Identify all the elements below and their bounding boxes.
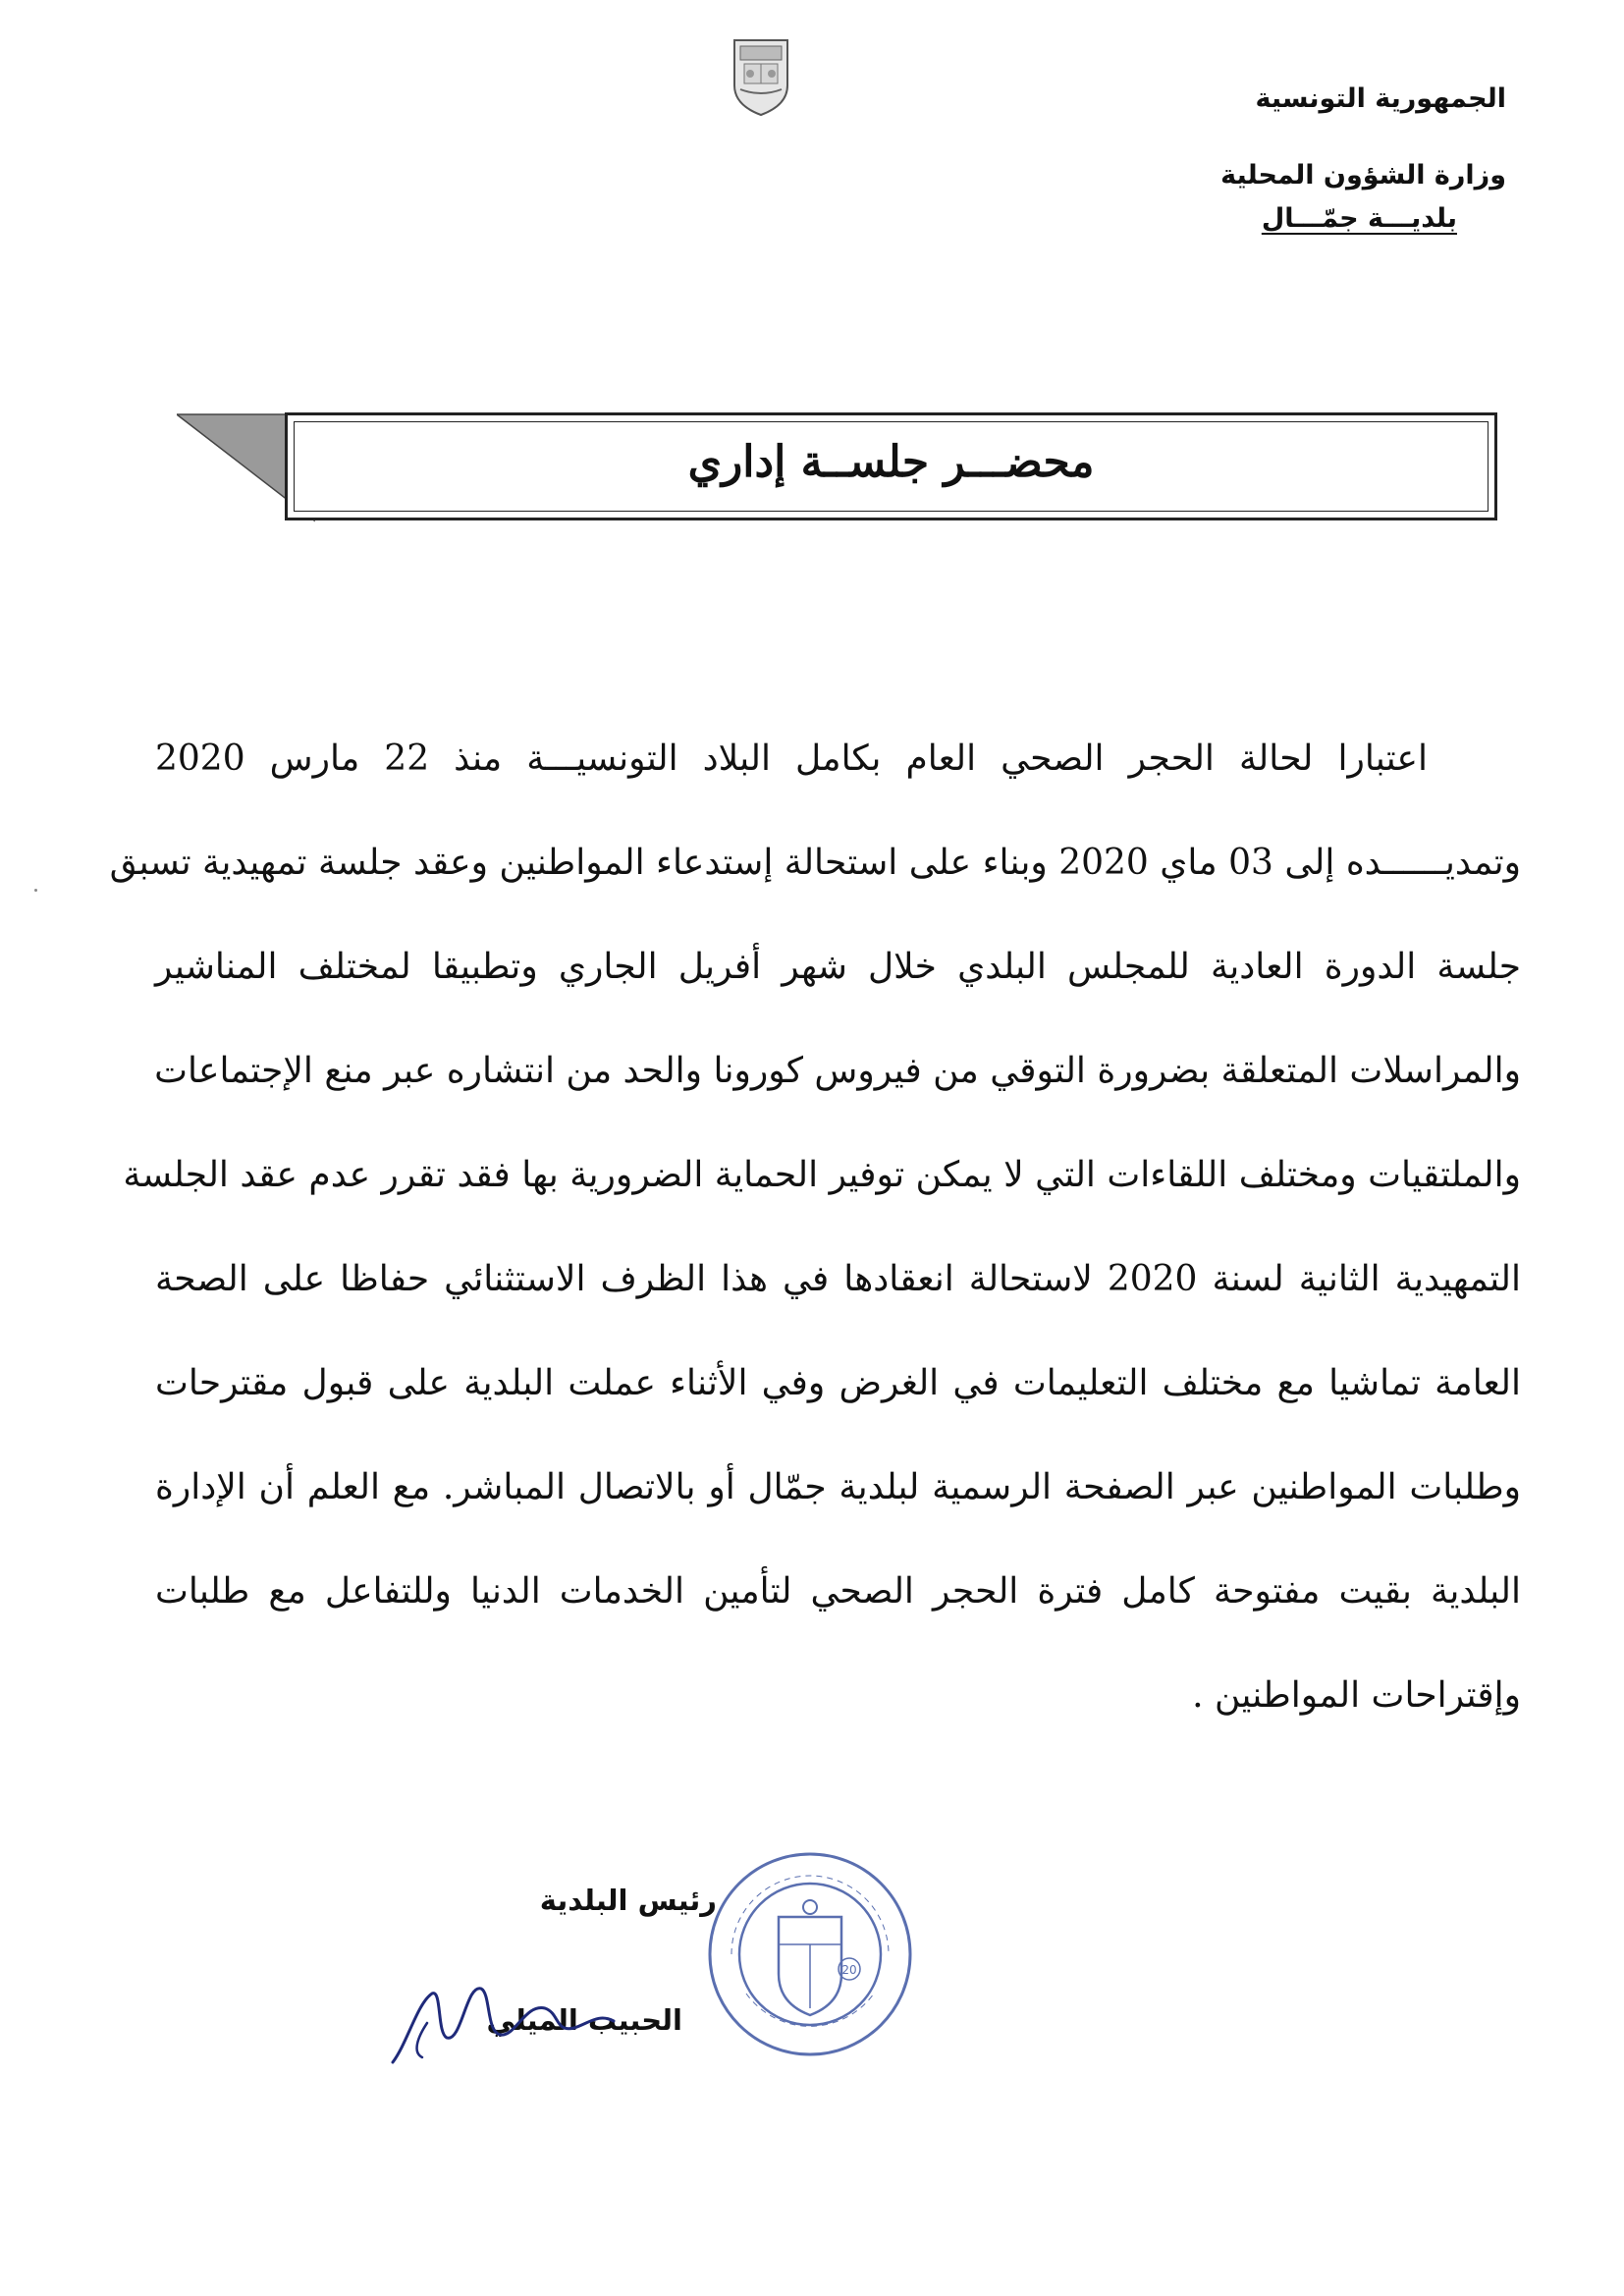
tunisia-emblem-icon — [727, 34, 795, 118]
body-line: والمراسلات المتعلقة بضرورة التوقي من فيروس كورونا والحد من انتشاره عبر منع الإجتماعات — [154, 1051, 1521, 1091]
body-line: البلدية بقيت مفتوحة كامل فترة الحجر الصحي لتأمين الخدمات الدنيا وللتفاعل مع طلبات — [155, 1571, 1521, 1612]
document-title: محضـــر جلســة إداري — [687, 437, 1095, 487]
title-banner — [177, 412, 1512, 530]
body-line: التمهيدية الثانية لسنة 2020 لاستحالة انعقادها في هذا الظرف الاستثنائي حفاظا على الصحة — [155, 1259, 1522, 1299]
body-line: وطلبات المواطنين عبر الصفحة الرسمية لبلدية جمّال أو بالاتصال المباشر. مع العلم أن الإدارة — [155, 1467, 1521, 1507]
ministry-name: وزارة الشؤون المحلية — [1220, 160, 1506, 191]
municipality-name: بلديـــة جمّـــال — [1261, 203, 1457, 234]
country-name: الجمهورية التونسية — [1255, 83, 1506, 114]
body-line: وتمديــــــده إلى 03 ماي 2020 وبناء على استحالة إستدعاء المواطنين وعقد جلسة تمهيدية تسبق — [109, 843, 1521, 883]
signatory-title: رئيس البلدية — [539, 1884, 717, 1917]
scan-speck — [34, 889, 37, 892]
body-line: جلسة الدورة العادية للمجلس البلدي خلال شهر أفريل الجاري وتطبيقا لمختلف المناشير — [155, 947, 1521, 987]
stamp-number: 20 — [841, 1963, 857, 1977]
body-line: وإقتراحات المواطنين . — [1192, 1675, 1521, 1716]
handwritten-signature — [388, 1964, 682, 2072]
body-line: والملتقيات ومختلف اللقاءات التي لا يمكن توفير الحماية الضرورية بها فقد تقرر عدم عقد الجلسة — [123, 1155, 1521, 1195]
body-line: العامة تماشيا مع مختلف التعليمات في الغرض وفي الأثناء عملت البلدية على قبول مقترحات — [155, 1363, 1521, 1403]
title-box — [285, 412, 1497, 520]
body-line: اعتبارا لحالة الحجر الصحي العام بكامل البلاد التونسيـــة منذ 22 مارس 2020 — [155, 738, 1429, 779]
signatory-name: الحبيب الميلي — [486, 2003, 682, 2037]
official-stamp — [702, 1846, 918, 2062]
